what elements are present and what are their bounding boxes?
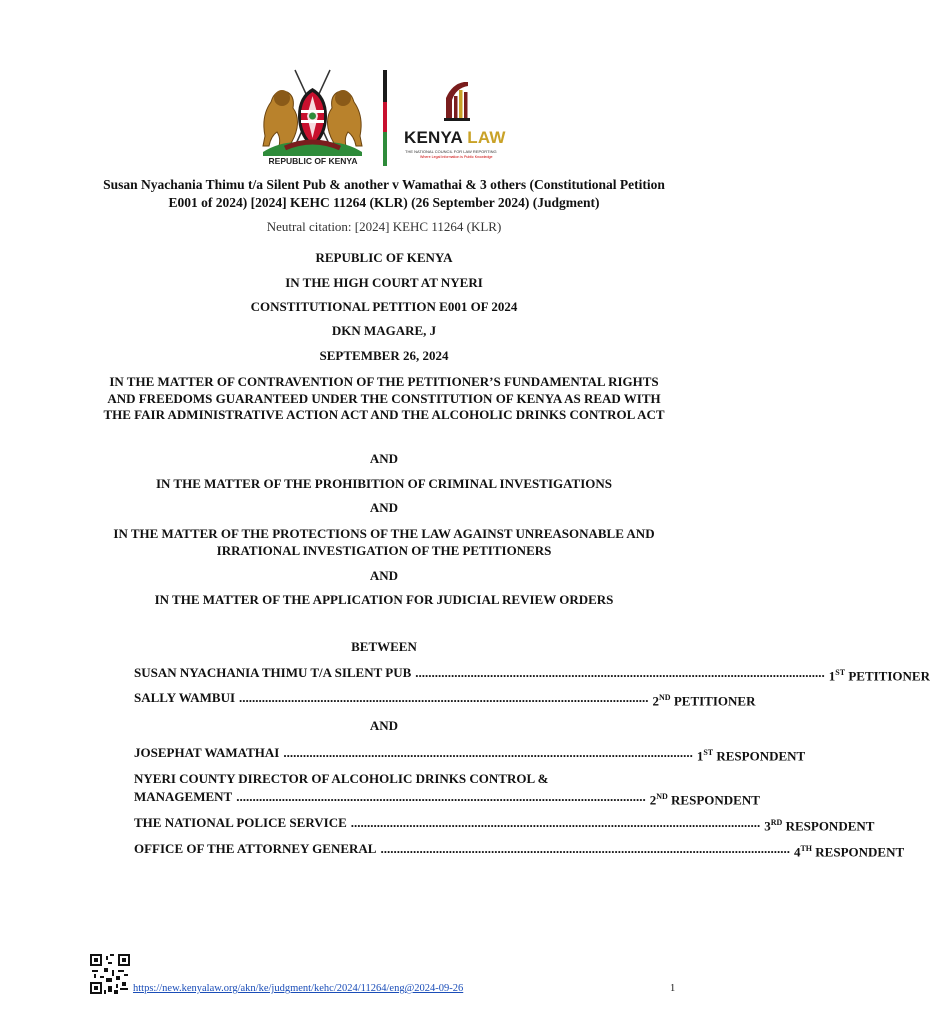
court-heading: IN THE HIGH COURT AT NYERI: [285, 275, 483, 290]
matter-3: IN THE MATTER OF THE PROTECTIONS OF THE LAW AGAINST UNREASONABLE AND IRRATIONAL INVESTIGATION OF THE PETITIONERS: [113, 526, 655, 558]
party-role-label: PETITIONER: [845, 668, 930, 684]
petitioner-row: [134, 689, 756, 709]
matter-1: IN THE MATTER OF CONTRAVENTION OF THE PETITIONER’S FUNDAMENTAL RIGHTS AND FREEDOMS GUARANTEED UNDER THE CONSTITUTION OF KENYA AS READ WITH THE FAIR ADMINISTRATIVE ACTION ACT AND THE ALCOHOLIC DRINKS CONTROL ACT: [103, 374, 665, 422]
party-ordinal-suffix: ST: [835, 668, 846, 677]
kenya-law-tagline: Where Legal Information is Public Knowledge: [420, 155, 493, 159]
between-heading: BETWEEN: [351, 639, 417, 654]
and-2: AND: [369, 500, 399, 515]
party-role: [829, 664, 930, 684]
and-3: AND: [369, 568, 399, 583]
party-ordinal-suffix: ST: [703, 748, 714, 757]
party-ordinal: 2: [652, 693, 660, 709]
party-name: MANAGEMENT: [134, 789, 233, 804]
kenya-law-logo-icon: [442, 78, 472, 122]
party-role-label: RESPONDENT: [667, 792, 760, 808]
respondent-row: [134, 788, 760, 808]
party-role-label: PETITIONER: [670, 693, 756, 709]
header-logos: [0, 66, 768, 170]
party-role: [764, 814, 874, 834]
leader-dots: ..............................................................................................................................: [283, 745, 693, 760]
matter-4: IN THE MATTER OF THE APPLICATION FOR JUDICIAL REVIEW ORDERS: [154, 592, 614, 607]
party-name: JOSEPHAT WAMATHAI: [134, 745, 280, 760]
republic-heading: REPUBLIC OF KENYA: [315, 250, 453, 265]
party-role: [697, 744, 805, 764]
leader-dots: ..............................................................................................................................: [350, 815, 761, 830]
petition-heading: CONSTITUTIONAL PETITION E001 OF 2024: [250, 299, 518, 314]
party-ordinal: 2: [649, 792, 657, 808]
party-role-label: RESPONDENT: [713, 748, 806, 764]
coat-of-arms-label: REPUBLIC OF KENYA: [268, 156, 358, 166]
and-1: AND: [369, 451, 399, 466]
party-role: [650, 788, 760, 808]
kenya-law-name: [404, 128, 506, 148]
leader-dots: ..............................................................................................................................: [415, 665, 825, 680]
party-ordinal: 4: [793, 844, 801, 860]
date-heading: SEPTEMBER 26, 2024: [319, 348, 449, 363]
judge-heading: DKN MAGARE, J: [331, 323, 437, 338]
leader-dots: ..............................................................................................................................: [380, 841, 790, 856]
qr-code-icon[interactable]: [90, 954, 130, 994]
party-role-label: RESPONDENT: [782, 818, 875, 834]
party-ordinal: 1: [828, 668, 836, 684]
party-ordinal: 3: [764, 818, 771, 834]
respondent-row: [134, 840, 905, 860]
and-4: AND: [369, 718, 399, 733]
leader-dots: ..............................................................................................................................: [239, 690, 649, 705]
party-name: THE NATIONAL POLICE SERVICE: [134, 815, 347, 830]
matter-2: IN THE MATTER OF THE PROHIBITION OF CRIMINAL INVESTIGATIONS: [155, 476, 613, 491]
party-name: SALLY WAMBUI: [134, 690, 236, 705]
flag-divider: [383, 70, 387, 166]
document-title: Susan Nyachania Thimu t/a Silent Pub & another v Wamathai & 3 others (Constitutional Petition E001 of 2024) [2024] KEHC 11264 (KLR) (26 September 2024) (Judgment): [103, 177, 665, 210]
party-ordinal-suffix: ND: [656, 792, 668, 801]
party-ordinal: 1: [696, 748, 704, 764]
party-ordinal-suffix: ND: [659, 693, 671, 702]
neutral-citation: Neutral citation: [2024] KEHC 11264 (KLR): [266, 219, 502, 234]
party-name: SUSAN NYACHANIA THIMU T/A SILENT PUB: [134, 665, 412, 680]
party-role: [653, 689, 756, 709]
party-role-label: RESPONDENT: [812, 844, 905, 860]
kenya-law-subtitle: THE NATIONAL COUNCIL FOR LAW REPORTING: [405, 149, 497, 154]
kenya-law-name-part1: KENYA: [404, 128, 468, 147]
petitioner-row: [134, 664, 930, 684]
judgment-url-link[interactable]: https://new.kenyalaw.org/akn/ke/judgment/kehc/2024/11264/eng@2024-09-26: [133, 983, 464, 994]
party-role: [794, 840, 904, 860]
page-number: 1: [670, 983, 676, 994]
party-ordinal-suffix: TH: [800, 844, 813, 853]
leader-dots: ..............................................................................................................................: [236, 789, 646, 804]
party-name: OFFICE OF THE ATTORNEY GENERAL: [134, 841, 377, 856]
respondent-name-line: NYERI COUNTY DIRECTOR OF ALCOHOLIC DRINKS CONTROL &: [134, 771, 549, 786]
kenya-law-name-part2: LAW: [467, 128, 506, 147]
coat-of-arms-icon: [255, 66, 370, 166]
party-ordinal-suffix: RD: [770, 818, 783, 827]
respondent-row: [134, 744, 806, 764]
respondent-row: [134, 814, 875, 834]
